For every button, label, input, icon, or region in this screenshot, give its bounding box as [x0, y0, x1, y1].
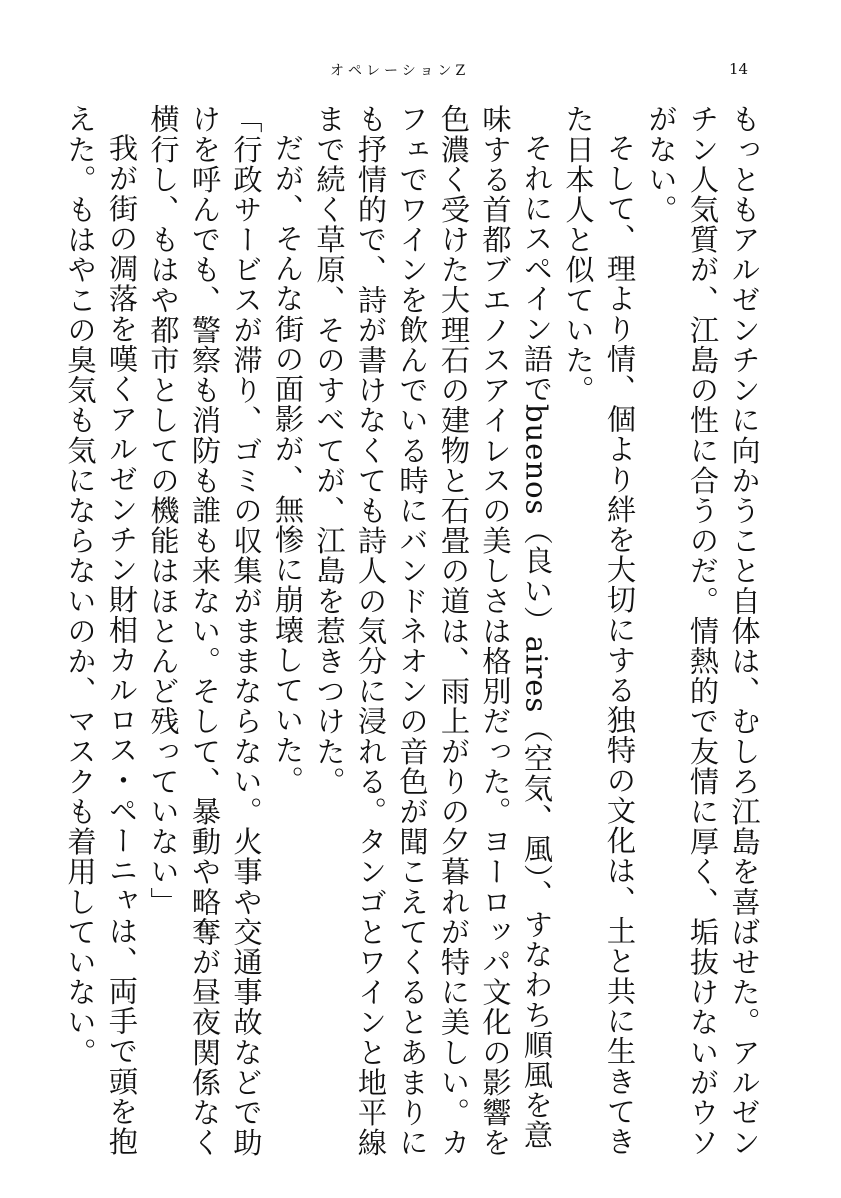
paragraph-4: だが、そんな街の面影が、無惨に崩壊していた。: [270, 133, 305, 796]
paragraph-6: 我が街の凋落を嘆くアルゼンチン財相カルロス・ペーニャは、両手で頭を抱えた。もはやこの臭気も気にならないのか、マスクも着用していない。: [63, 104, 139, 1157]
paragraph-2: そして、理より情、個より絆を大切にする独特の文化は、土と共に生きてきた日本人と似ていた。: [561, 104, 637, 1157]
paragraph-3: それにスペイン語でbuenos（良い）aires（空気、風）、すなわち順風を意味する首都ブエノスアイレスの美しさは格別だった。ヨーロッパ文化の影響を色濃く受けた大理石の建物と石畳の道は、雨上がりの夕暮れが特に美しい。カフェでワインを飲んでいる時にバンドネオンの音色が聞こえてくるとあまりにも抒情的で、詩が書けなくても詩人の気分に浸れる。タンゴとワインと地平線まで続く草原、そのすべてが、江島を惹きつけた。: [312, 104, 554, 1158]
running-header-title: オペレーションZ: [330, 63, 470, 79]
page-number: 14: [729, 60, 749, 78]
vertical-body-text: [63, 104, 764, 1164]
paragraph-5: 「行政サービスが滞り、ゴミの収集がままならない。火事や交通事故などで助けを呼んでも、警察も消防も誰も来ない。そして、暴動や略奪が昼夜関係なく横行し、もはや都市としての機能はほとんど残っていない」: [146, 104, 263, 1158]
paragraph-1: もっともアルゼンチンに向かうこと自体は、むしろ江島を喜ばせた。アルゼンチン人気質が、江島の性に合うのだ。情熱的で友情に厚く、垢抜けないがウソがない。: [644, 104, 761, 1158]
